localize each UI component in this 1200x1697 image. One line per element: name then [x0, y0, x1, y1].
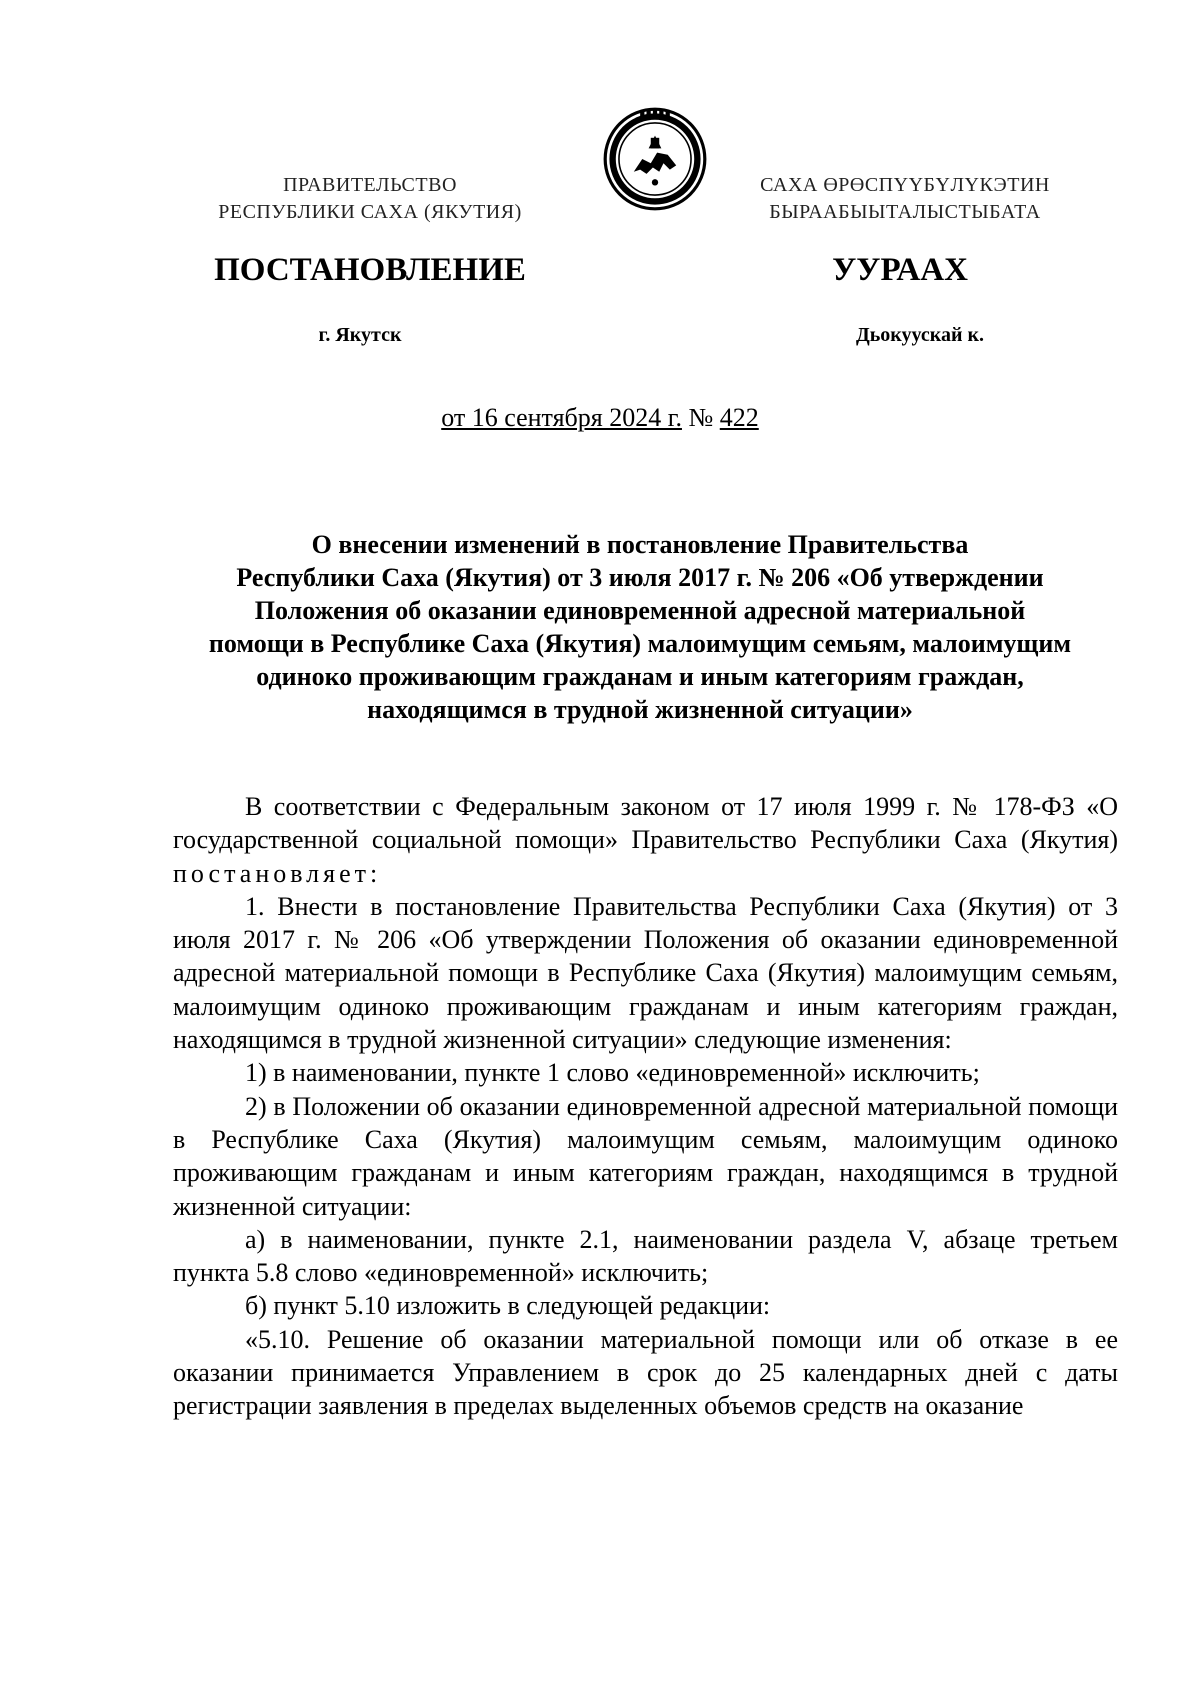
org-left-line1: ПРАВИТЕЛЬСТВО — [283, 174, 457, 196]
document-title — [170, 528, 1110, 726]
government-name-sakha — [720, 172, 1090, 226]
preamble-text: В соответствии с Федеральным законом от 17 июля 1999 г. № 178-ФЗ «О государственной социальной помощи» Правительство Республики Саха (Якутия) — [173, 792, 1118, 855]
government-name-russian — [160, 172, 580, 226]
paragraph-subitem-b: б) пункт 5.10 изложить в следующей редакции: — [245, 1291, 771, 1321]
title-line: О внесении изменений в постановление Правительства — [311, 530, 969, 559]
paragraph-preamble — [173, 790, 1118, 890]
org-right-line1: САХА ӨРӨСПҮҮБҮЛҮКЭТИН — [760, 174, 1050, 196]
paragraph-subitem-2: 2) в Положении об оказании единовременной адресной материальной помощи в Республике Саха (Якутия) малоимущим семьям, малоимущим одиноко проживающим гражданам и иным категориям граждан, находящимся в трудной жизненной ситуации: — [173, 1091, 1118, 1221]
city-russian: г. Якутск — [318, 324, 402, 346]
coat-of-arms-emblem-icon — [602, 106, 708, 212]
title-line: находящимся в трудной жизненной ситуации» — [367, 695, 913, 724]
document-body — [173, 790, 1118, 1423]
org-left-line2: РЕСПУБЛИКИ САХА (ЯКУТИЯ) — [218, 201, 522, 223]
paragraph-subitem-a: а) в наименовании, пункте 2.1, наименовании раздела V, абзаце третьем пункта 5.8 слово «единовременной» исключить; — [173, 1224, 1118, 1288]
city-sakha: Дьокуускай к. — [855, 324, 985, 346]
document-date-number — [300, 403, 900, 433]
document-number: 422 — [719, 403, 759, 432]
title-line: помощи в Республике Саха (Якутия) малоимущим семьям, малоимущим — [208, 629, 1072, 658]
org-right-line2: БЫРААБЫЫТАЛЫСТЫБАТА — [769, 201, 1041, 223]
paragraph-clause-5-10: «5.10. Решение об оказании материальной помощи или об отказе в ее оказании принимается Управлением в срок до 25 календарных дней с даты регистрации заявления в пределах выделенных объемов средств на оказание — [173, 1324, 1118, 1421]
paragraph-subitem-1: 1) в наименовании, пункте 1 слово «единовременной» исключить; — [245, 1058, 980, 1088]
title-line: одиноко проживающим гражданам и иным категориям граждан, — [256, 662, 1024, 691]
title-line: Положения об оказании единовременной адресной материальной — [254, 596, 1026, 625]
number-sign: № — [688, 403, 714, 432]
title-line: Республики Саха (Якутия) от 3 июля 2017 г. № 206 «Об утверждении — [236, 563, 1044, 592]
paragraph-item-1: 1. Внести в постановление Правительства Республики Саха (Якутия) от 3 июля 2017 г. № 206 «Об утверждении Положения об оказании единовременной адресной материальной помощи в Республике Саха (Якутия) малоимущим семьям, малоимущим одиноко проживающим гражданам и иным категориям граждан, находящимся в трудной жизненной ситуации» следующие изменения: — [173, 891, 1118, 1055]
document-type-sakha: УУРААХ — [832, 252, 968, 288]
document-date: от 16 сентября 2024 г. — [441, 403, 682, 432]
resolves-word: постановляет: — [173, 858, 382, 888]
document-type-russian: ПОСТАНОВЛЕНИЕ — [214, 252, 526, 288]
